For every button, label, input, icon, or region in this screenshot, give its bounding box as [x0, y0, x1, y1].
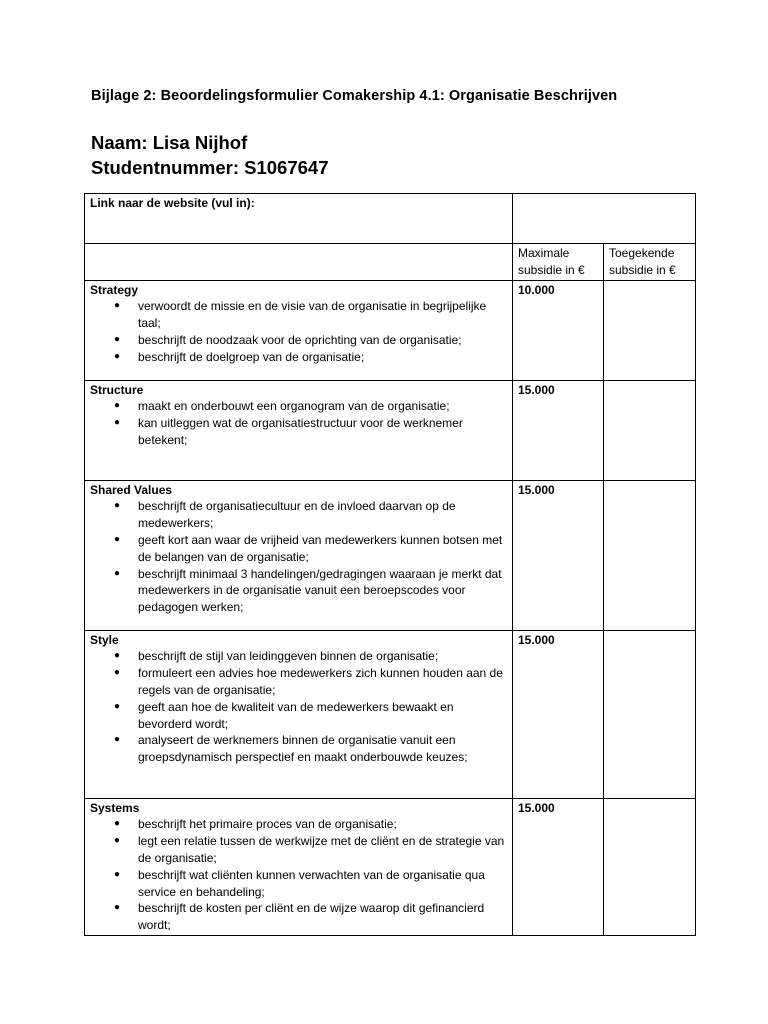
criteria-item: [114, 349, 507, 366]
assessment-table: [84, 193, 696, 936]
document-title: Bijlage 2: Beoordelingsformulier Comakership 4.1: Organisatie Beschrijven: [91, 88, 618, 104]
criteria-text: analyseert de werknemers binnen de organisatie vanuit een groepsdynamisch perspectief en maakt onderbouwde keuzes;: [138, 733, 468, 765]
awarded-subsidy-cell[interactable]: [604, 798, 696, 935]
max-subsidy-cell: [513, 280, 604, 380]
criteria-list: [90, 816, 507, 934]
criteria-item: [114, 498, 507, 532]
awarded-subsidy-header: [604, 244, 696, 281]
bullet-icon: ●: [114, 835, 121, 847]
criteria-list: [90, 498, 507, 616]
criteria-text: formuleert een advies hoe medewerkers zich kunnen houden aan de regels van de organisatie;: [138, 666, 503, 697]
criteria-text: beschrijft minimaal 3 handelingen/gedragingen waaraan je merkt dat medewerkers in de organisatie vanuit een beroepscodes voor pedagogen werken;: [138, 566, 502, 615]
bullet-icon: ●: [114, 868, 121, 880]
criteria-text: beschrijft de noodzaak voor de oprichting van de organisatie;: [138, 332, 462, 347]
max-subsidy-cell: [513, 630, 604, 798]
bullet-icon: ●: [114, 417, 121, 429]
section-row-shared-values: [85, 480, 696, 630]
section-title: Systems: [90, 800, 140, 815]
awarded-subsidy-cell[interactable]: [604, 280, 696, 380]
criteria-text: beschrijft wat cliënten kunnen verwachten van de organisatie qua service en behandeling;: [138, 867, 485, 899]
bullet-icon: ●: [114, 734, 121, 746]
criteria-text: beschrijft het primaire proces van de organisatie;: [138, 817, 397, 832]
criteria-text: beschrijft de stijl van leidinggeven binnen de organisatie;: [138, 649, 439, 664]
bullet-icon: ●: [114, 902, 121, 914]
bullet-icon: ●: [114, 300, 121, 312]
student-number: Studentnummer: S1067647: [91, 157, 329, 178]
student-name: Naam: Lisa Nijhof: [91, 132, 248, 153]
max-subsidy-value: 15.000: [518, 482, 555, 497]
criteria-item: [114, 732, 507, 766]
section-title: Shared Values: [90, 482, 173, 497]
section-row-style: [85, 630, 696, 798]
criteria-text: beschrijft de kosten per cliënt en de wijze waarop dit gefinancierd wordt;: [138, 901, 485, 933]
bullet-icon: ●: [114, 400, 121, 412]
section-row-strategy: [85, 280, 696, 380]
criteria-item: [114, 867, 507, 901]
criteria-text: legt een relatie tussen de werkwijze met de cliënt en de strategie van de organisatie;: [138, 834, 505, 865]
bullet-icon: ●: [114, 818, 121, 830]
criteria-text: beschrijft de doelgroep van de organisatie;: [138, 349, 365, 364]
criteria-item: [114, 298, 507, 332]
bullet-icon: ●: [114, 667, 121, 679]
bullet-icon: ●: [114, 567, 121, 579]
criteria-item: [114, 566, 507, 616]
criteria-text: beschrijft de organisatiecultuur en de invloed daarvan op de medewerkers;: [138, 499, 456, 531]
criteria-list: [90, 648, 507, 766]
criteria-item: [114, 648, 507, 665]
bullet-icon: ●: [114, 333, 121, 345]
bullet-icon: ●: [114, 700, 121, 712]
bullet-icon: ●: [114, 500, 121, 512]
criteria-item: [114, 665, 507, 699]
criteria-list: [90, 298, 507, 365]
section-row-systems: [85, 798, 696, 935]
website-link-input-cell[interactable]: [513, 194, 696, 244]
criteria-item: [114, 833, 507, 867]
criteria-item: [114, 415, 507, 449]
criteria-item: [114, 398, 507, 415]
header-blank-cell: [85, 244, 513, 281]
max-subsidy-cell: [513, 380, 604, 480]
criteria-text: verwoordt de missie en de visie van de organisatie in begrijpelijke taal;: [138, 299, 487, 331]
section-title: Structure: [90, 382, 144, 397]
bullet-icon: ●: [114, 650, 121, 662]
criteria-item: [114, 532, 507, 566]
max-subsidy-header: [513, 244, 604, 281]
section-title: Style: [90, 632, 119, 647]
bullet-icon: ●: [114, 350, 121, 362]
criteria-text: maakt en onderbouwt een organogram van de organisatie;: [138, 399, 450, 414]
section-title: Strategy: [90, 282, 139, 297]
awarded-subsidy-cell[interactable]: [604, 480, 696, 630]
criteria-cell: [85, 480, 513, 630]
website-link-row: [85, 194, 696, 244]
max-subsidy-value: 10.000: [518, 282, 555, 297]
criteria-item: [114, 332, 507, 349]
awarded-subsidy-cell[interactable]: [604, 630, 696, 798]
criteria-cell: [85, 380, 513, 480]
max-subsidy-header-text: Maximale subsidie in €: [518, 246, 585, 277]
max-subsidy-value: 15.000: [518, 800, 555, 815]
awarded-subsidy-cell[interactable]: [604, 380, 696, 480]
column-header-row: [85, 244, 696, 281]
bullet-icon: ●: [114, 533, 121, 545]
max-subsidy-cell: [513, 798, 604, 935]
criteria-list: [90, 398, 507, 448]
website-link-label-cell: [85, 194, 513, 244]
criteria-cell: [85, 630, 513, 798]
max-subsidy-value: 15.000: [518, 382, 555, 397]
criteria-item: [114, 699, 507, 733]
criteria-text: geeft kort aan waar de vrijheid van medewerkers kunnen botsen met de belangen van de organisatie;: [138, 532, 503, 564]
website-link-label: Link naar de website (vul in):: [90, 196, 255, 210]
max-subsidy-cell: [513, 480, 604, 630]
criteria-cell: [85, 280, 513, 380]
section-row-structure: [85, 380, 696, 480]
criteria-text: kan uitleggen wat de organisatiestructuur voor de werknemer betekent;: [138, 416, 463, 447]
criteria-item: [114, 816, 507, 833]
max-subsidy-value: 15.000: [518, 632, 555, 647]
awarded-subsidy-header-text: Toegekende subsidie in €: [609, 246, 676, 277]
criteria-item: [114, 900, 507, 934]
criteria-text: geeft aan hoe de kwaliteit van de medewerkers bewaakt en bevorderd wordt;: [138, 699, 454, 731]
criteria-cell: [85, 798, 513, 935]
